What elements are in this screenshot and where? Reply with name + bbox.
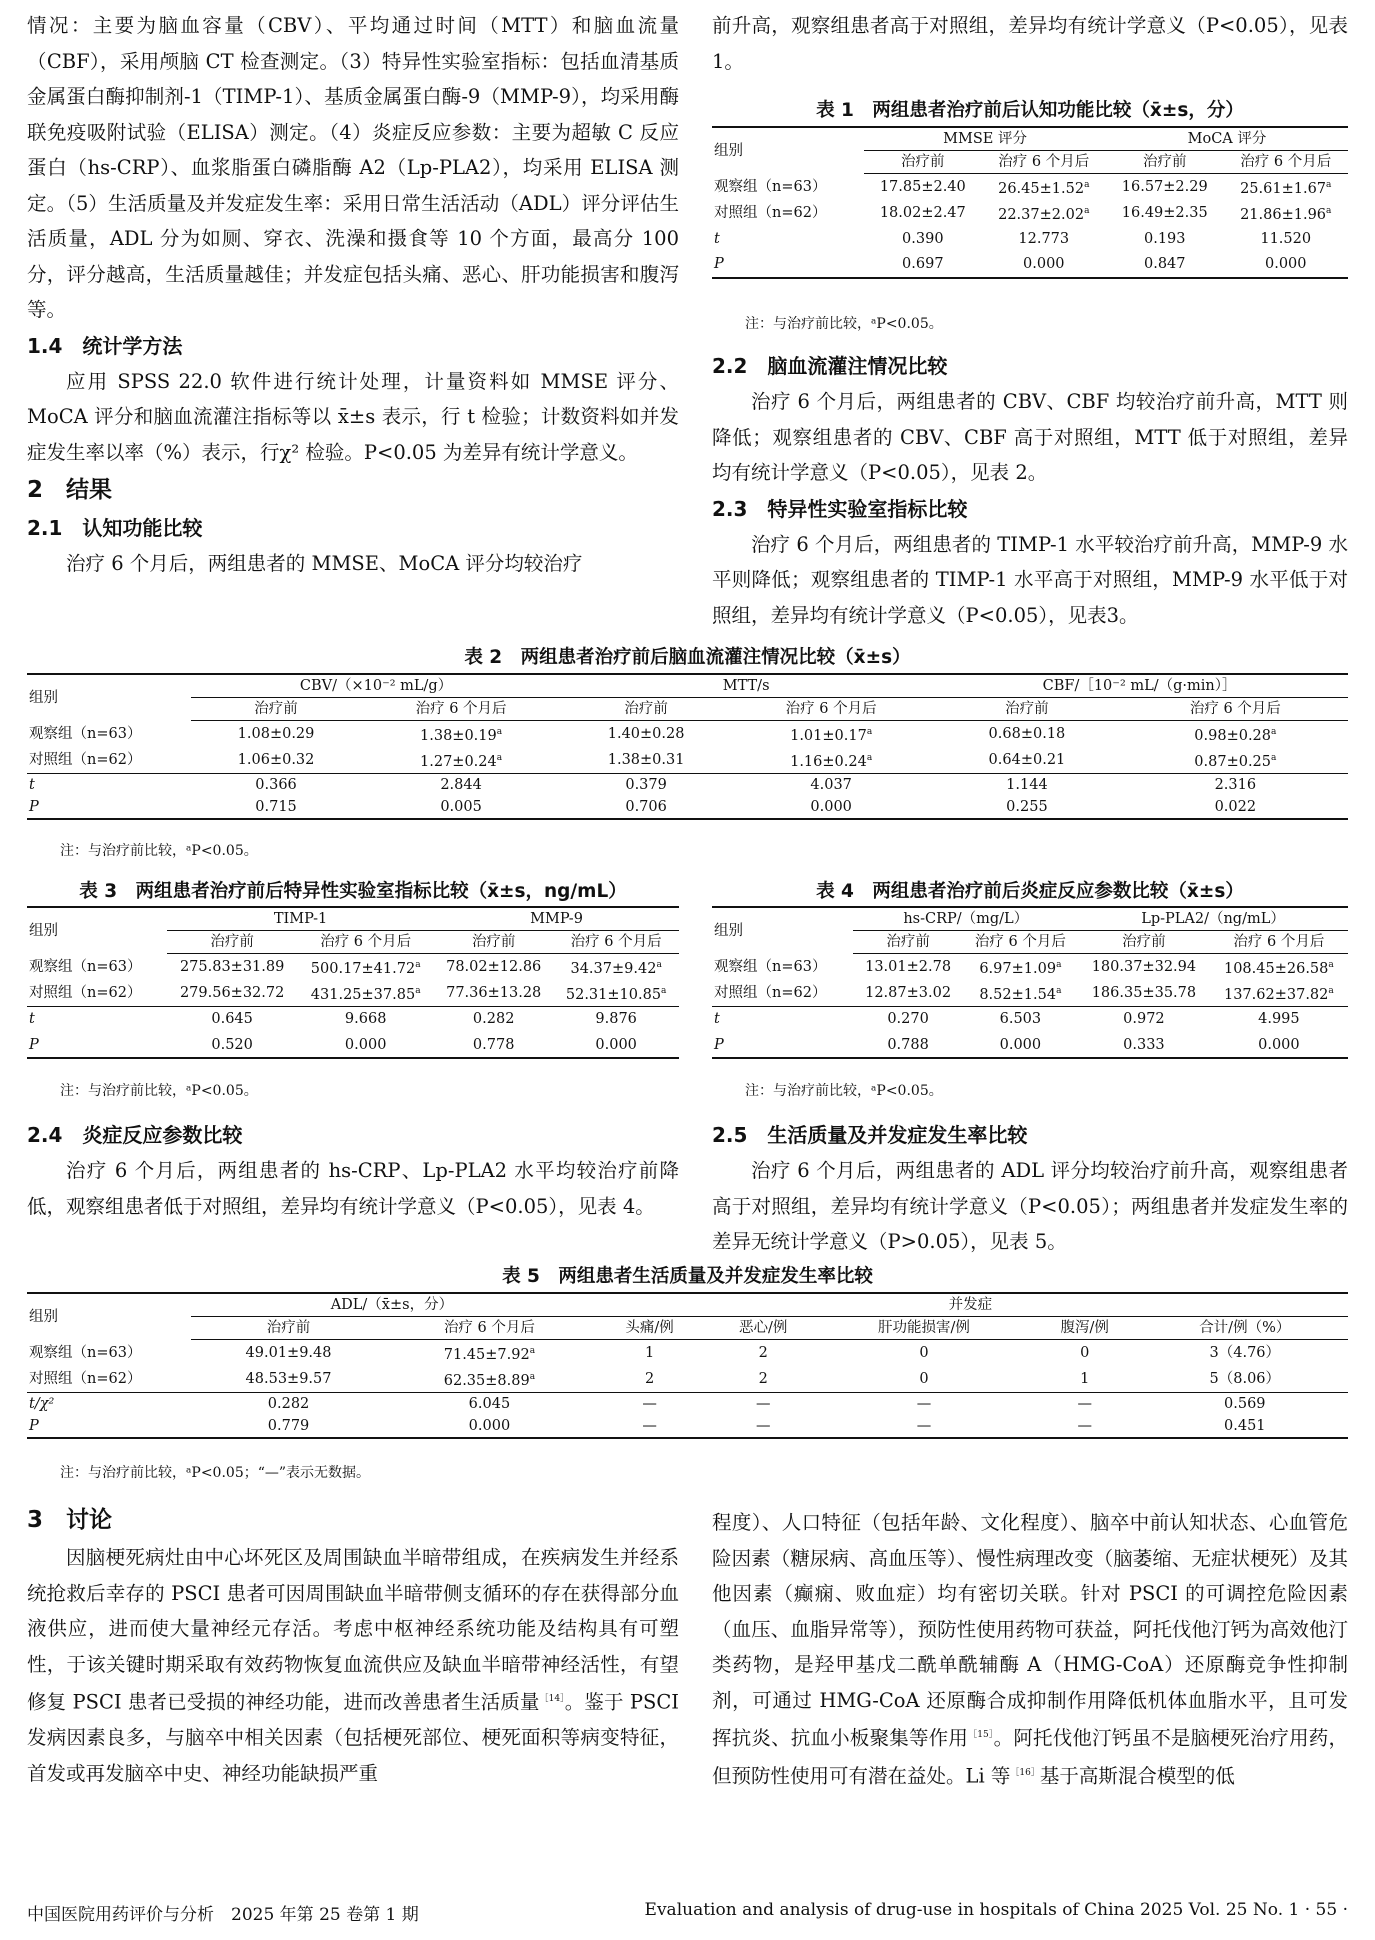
cell: 0.706	[561, 796, 731, 819]
cell: 275.83±31.89	[179, 958, 285, 975]
cell-value: 8.52±1.54	[979, 986, 1057, 1003]
cell-value: 431.25±37.85	[310, 986, 416, 1003]
right-column-mid	[712, 1117, 1348, 1260]
adl-header: ADL/（x̄±s，分）	[191, 1293, 593, 1317]
cell: 2	[758, 1370, 768, 1387]
citation-14: ［14］	[539, 1694, 565, 1704]
cbf-header: CBF/［10⁻² mL/（g·min）］	[931, 674, 1348, 698]
cell	[386, 1366, 593, 1392]
col-after: 治疗 6 个月后	[731, 698, 931, 721]
col-before: 治疗前	[167, 931, 297, 954]
cell: 1.144	[931, 773, 1123, 796]
table2	[27, 673, 1348, 820]
cell: 1.06±0.32	[237, 751, 315, 768]
col-headache: 头痛/例	[593, 1317, 707, 1340]
table5-title: 表 5 两组患者生活质量及并发症发生率比较	[502, 1266, 873, 1287]
cell: 279.56±32.72	[179, 984, 285, 1001]
sig-mark: a	[496, 727, 503, 737]
row-label-t	[712, 1006, 853, 1032]
cell: 16.49±2.35	[1121, 204, 1208, 221]
cell-value: 6.97±1.09	[979, 960, 1057, 977]
cell-value: 108.45±26.58	[1223, 960, 1329, 977]
section-heading-3: 3 讨论	[27, 1507, 113, 1533]
row-label-ctl: 对照组（n=62）	[714, 204, 827, 221]
sig-mark: a	[866, 752, 873, 763]
timp1-header: TIMP-1	[167, 907, 434, 931]
col-before: 治疗前	[853, 931, 962, 954]
cell: 0.715	[191, 796, 361, 819]
cell: —	[593, 1392, 707, 1415]
cbv-header: CBV/（×10⁻² mL/g）	[191, 674, 561, 698]
cell-value: 26.45±1.52	[998, 180, 1085, 197]
sig-mark: a	[1271, 752, 1277, 763]
cell-value: 21.86±1.96	[1240, 206, 1327, 223]
cell-value: 52.31±10.85	[565, 986, 662, 1003]
p-label: P	[29, 1036, 39, 1053]
col-diarrhea: 腹泻/例	[1028, 1317, 1142, 1340]
group-header: 组别	[27, 907, 167, 954]
cell: —	[706, 1392, 820, 1415]
cell	[1123, 721, 1348, 747]
cell: 3（4.76）	[1209, 1344, 1281, 1361]
cell: 12.87±3.02	[865, 984, 952, 1001]
t-chi-label: t/χ²	[29, 1395, 55, 1412]
discussion-text: 基于高斯混合模型的低	[1039, 1764, 1235, 1788]
cell-value: 34.37±9.42	[570, 960, 657, 977]
cell-value: 25.61±1.67	[1240, 180, 1327, 197]
cell: 0.282	[191, 1392, 386, 1415]
discussion-paragraph-1	[27, 1540, 679, 1791]
moca-header: MoCA 评分	[1106, 127, 1348, 151]
cell: 0.788	[853, 1032, 962, 1058]
sig-mark: a	[866, 727, 873, 737]
cell: 0.022	[1123, 796, 1348, 819]
col-before: 治疗前	[561, 698, 731, 721]
col-after: 治疗 6 个月后	[386, 1317, 593, 1340]
cell: 0.000	[1223, 252, 1348, 278]
result-2-4-paragraph: 治疗 6 个月后，两组患者的 hs-CRP、Lp-PLA2 水平均较治疗前降低，观察组患者低于对照组，差异均有统计学意义（P<0.05），见表 4。	[27, 1159, 679, 1218]
cell: 0.379	[561, 773, 731, 796]
cell: 78.02±12.86	[446, 958, 542, 975]
cell: 1.08±0.29	[237, 725, 315, 742]
cell: 0.390	[902, 230, 944, 247]
sig-mark: a	[661, 985, 667, 996]
table1-title: 表 1 两组患者治疗前后认知功能比较（x̄±s，分）	[816, 100, 1244, 121]
cell: 48.53±9.57	[245, 1370, 332, 1387]
cell: 0.451	[1142, 1415, 1348, 1438]
cell	[982, 174, 1106, 200]
sig-mark: a	[415, 960, 421, 970]
cell: 1.38±0.31	[607, 751, 685, 768]
cell-value: 71.45±7.92	[443, 1346, 530, 1363]
left-column-mid	[27, 1117, 679, 1224]
cell: 1	[644, 1344, 655, 1361]
cell: 0.000	[963, 1032, 1078, 1058]
cell: 0.68±0.18	[988, 725, 1066, 742]
cell: 0.366	[191, 773, 361, 796]
cell: 16.57±2.29	[1121, 178, 1208, 195]
cell-value: 1.38±0.19	[420, 727, 497, 744]
discussion-text: 程度）、人口特征（包括年龄、文化程度）、脑卒中前认知状态、心血管危险因素（糖尿病、高血压等）、慢性病理改变（脑萎缩、无症状梗死）及其他因素（癫痫、败血症）均有密切关联。针对 PSCI 的可调控危险因素（血压、血脂异常等），预防性使用药物可获益，阿托伐他汀钙为高效他汀类药物，是羟甲基戊二酰单酰辅酶 A（HMG-CoA）还原酶竞争性抑制剂，可通过 HMG-CoA 还原酶合成抑制作用降低机体血脂水平，且可发挥抗炎、抗血小板聚集等作用	[712, 1511, 1348, 1750]
section-heading-2: 2 结果	[27, 477, 113, 503]
cell: 0.000	[731, 796, 931, 819]
table3	[27, 906, 679, 1059]
col-after: 治疗 6 个月后	[982, 151, 1106, 174]
cell: 6.503	[963, 1006, 1078, 1032]
discussion-text: 。鉴于 PSCI 发病因素良多，与脑卒中相关因素（包括梗死部位、梗死面积等病变特征，首发或再发脑卒中史、神经功能缺损严重	[27, 1690, 680, 1785]
table1-note: 注：与治疗前比较，ᵃP<0.05。	[745, 316, 943, 332]
sig-mark: a	[1326, 205, 1332, 216]
cell: 5（8.06）	[1209, 1370, 1281, 1387]
cell-value: 1.27±0.24	[420, 753, 497, 770]
cell	[361, 747, 561, 773]
cell: —	[706, 1415, 820, 1438]
table5	[27, 1292, 1348, 1439]
row-label-obs: 观察组（n=63）	[29, 725, 142, 742]
cell: —	[820, 1415, 1028, 1438]
cell: —	[1028, 1415, 1142, 1438]
section-heading-2-1: 2.1 认知功能比较	[27, 516, 203, 540]
col-before: 治疗前	[191, 1317, 386, 1340]
result-2-2-paragraph: 治疗 6 个月后，两组患者的 CBV、CBF 均较治疗前升高，MTT 则降低；观察组患者的 CBV、CBF 高于对照组，MTT 低于对照组，差异均有统计学意义（P<0.05），见表 2。	[712, 390, 1348, 484]
cell: 0.972	[1078, 1006, 1210, 1032]
col-after: 治疗 6 个月后	[1210, 931, 1348, 954]
cell	[1223, 200, 1348, 226]
section-heading-2-5: 2.5 生活质量及并发症发生率比较	[712, 1123, 1028, 1147]
cell: —	[1028, 1392, 1142, 1415]
cell: 49.01±9.48	[245, 1344, 332, 1361]
cell: 0.520	[167, 1032, 297, 1058]
cell	[361, 721, 561, 747]
cell: 0	[1080, 1344, 1090, 1361]
sig-mark: a	[415, 985, 421, 996]
sig-mark: a	[1056, 985, 1062, 996]
p-label: P	[714, 1036, 724, 1053]
sig-mark: a	[1084, 180, 1090, 190]
cell: 0.255	[931, 796, 1123, 819]
row-label-p	[712, 252, 864, 278]
cell: 9.668	[297, 1006, 434, 1032]
section-heading-2-3: 2.3 特异性实验室指标比较	[712, 496, 968, 521]
discussion-right	[712, 1505, 1348, 1794]
col-after: 治疗 6 个月后	[297, 931, 434, 954]
row-label-obs: 观察组（n=63）	[29, 1344, 142, 1361]
cell: 0.000	[297, 1032, 434, 1058]
mmp9-header: MMP-9	[434, 907, 679, 931]
cell: 0.645	[167, 1006, 297, 1032]
row-label-t	[27, 773, 191, 796]
row-label-p	[712, 1032, 853, 1058]
cell: 6.045	[386, 1392, 593, 1415]
table4	[712, 906, 1348, 1059]
cell: 0.64±0.21	[988, 751, 1066, 768]
cell: —	[593, 1415, 707, 1438]
sig-mark: a	[656, 960, 662, 970]
cell: 2.316	[1123, 773, 1348, 796]
cell: 17.85±2.40	[879, 178, 966, 195]
cell: 2	[644, 1370, 655, 1387]
sig-mark: a	[1326, 180, 1332, 190]
cell: 0.282	[434, 1006, 553, 1032]
cell	[731, 721, 931, 747]
row-label-t	[27, 1006, 167, 1032]
cell	[553, 954, 679, 980]
cell: 11.520	[1260, 230, 1312, 247]
discussion-text: 因脑梗死病灶由中心坏死区及周围缺血半暗带组成，在疾病发生并经系统抢救后幸存的 PSCI 患者可因周围缺血半暗带侧支循环的存在获得部分血液供应，进而使大量神经元存活。考虑中枢神经系统功能及结构具有可塑性，于该关键时期采取有效药物恢复血流供应及缺血半暗带神经活性，有望修复 PSCI 患者已受损的神经功能，进而改善患者生活质量	[27, 1546, 679, 1714]
row-label-obs: 观察组（n=63）	[714, 178, 827, 195]
cell: 0.000	[1210, 1032, 1348, 1058]
cell: 0.697	[864, 252, 981, 278]
stats-paragraph: 应用 SPSS 22.0 软件进行统计处理，计量资料如 MMSE 评分、MoCA 评分和脑血流灌注指标等以 x̄±s 表示，行 t 检验；计数资料如并发症发生率以率（%）表示，行χ² 检验。P<0.05 为差异有统计学意义。	[27, 369, 679, 464]
cell	[1223, 174, 1348, 200]
cell: 0.000	[553, 1032, 679, 1058]
group-header: 组别	[27, 674, 191, 721]
row-label-obs: 观察组（n=63）	[29, 958, 142, 975]
col-before: 治疗前	[864, 151, 981, 174]
group-header: 组别	[712, 127, 864, 174]
cell: 4.037	[731, 773, 931, 796]
col-before: 治疗前	[1078, 931, 1210, 954]
discussion-paragraph-2	[712, 1505, 1348, 1794]
hscrp-header: hs-CRP/（mg/L）	[853, 907, 1078, 931]
table3-title: 表 3 两组患者治疗前后特异性实验室指标比较（x̄±s，ng/mL）	[79, 881, 627, 902]
table5-note: 注：与治疗前比较，ᵃP<0.05；“—”表示无数据。	[60, 1465, 371, 1481]
lppla2-header: Lp-PLA2/（ng/mL）	[1078, 907, 1348, 931]
cell: 0.270	[853, 1006, 962, 1032]
sig-mark: a	[1084, 205, 1090, 216]
right-column-upper	[712, 348, 1348, 633]
cell: 0	[919, 1344, 929, 1361]
cell: 0	[919, 1370, 929, 1387]
methods-paragraph: 情况：主要为脑血容量（CBV）、平均通过时间（MTT）和脑血流量（CBF），采用颅脑 CT 检查测定。（3）特异性实验室指标：包括血清基质金属蛋白酶抑制剂-1（TIMP-1）、基质金属蛋白酶-9（MMP-9），均采用酶联免疫吸附试验（ELISA）测定。（4）炎症反应参数：主要为超敏 C 反应蛋白（hs-CRP）、血浆脂蛋白磷脂酶 A2（Lp-PLA2），均采用 ELISA 测定。（5）生活质量及并发症发生率：采用日常生活活动（ADL）评分评估生活质量，ADL 分为如厕、穿衣、洗澡和摄食等 10 个方面，最高分 100 分，评分越高，生活质量越佳；并发症包括头痛、恶心、肝功能损害和腹泻等。	[27, 14, 679, 321]
cell: 0.193	[1143, 230, 1186, 247]
sig-mark: a	[1271, 727, 1277, 737]
result-2-3-paragraph: 治疗 6 个月后，两组患者的 TIMP-1 水平较治疗前升高，MMP-9 水平则降低；观察组患者的 TIMP-1 水平高于对照组，MMP-9 水平低于对照组，差异均有统计学意义（P<0.05），见表3。	[712, 532, 1348, 627]
cell	[963, 980, 1078, 1006]
cell-value: 62.35±8.89	[443, 1372, 530, 1389]
cell: 0.779	[191, 1415, 386, 1438]
table1	[712, 126, 1348, 279]
table4-note: 注：与治疗前比较，ᵃP<0.05。	[745, 1083, 943, 1099]
cell	[1123, 747, 1348, 773]
row-label-p	[27, 1032, 167, 1058]
cell	[297, 980, 434, 1006]
cell	[386, 1340, 593, 1366]
col-total: 合计/例（%）	[1142, 1317, 1348, 1340]
cell: 186.35±35.78	[1091, 984, 1197, 1001]
mmse-header: MMSE 评分	[864, 127, 1106, 151]
row-label-t	[27, 1392, 191, 1415]
sig-mark: a	[1328, 960, 1334, 970]
row-label-ctl: 对照组（n=62）	[714, 984, 827, 1001]
section-heading-2-4: 2.4 炎症反应参数比较	[27, 1123, 243, 1147]
col-after: 治疗 6 个月后	[963, 931, 1078, 954]
footer-journal-cn: 中国医院用药评价与分析 2025 年第 25 卷第 1 期	[27, 1905, 419, 1925]
mtt-header: MTT/s	[561, 674, 931, 698]
cell: 18.02±2.47	[879, 204, 966, 221]
cell-value: 0.87±0.25	[1194, 753, 1272, 770]
discussion-left	[27, 1500, 679, 1791]
cell-value: 137.62±37.82	[1223, 986, 1329, 1003]
table2-note: 注：与治疗前比较，ᵃP<0.05。	[60, 843, 258, 859]
cell	[963, 954, 1078, 980]
cell: 9.876	[553, 1006, 679, 1032]
sig-mark: a	[496, 752, 503, 763]
citation-16: ［16］	[1010, 1768, 1040, 1778]
p-label: P	[29, 1417, 39, 1434]
p-label: P	[714, 256, 724, 273]
col-before: 治疗前	[434, 931, 553, 954]
cell-value: 1.16±0.24	[790, 753, 867, 770]
cell: 12.773	[1018, 230, 1070, 247]
cell: 4.995	[1210, 1006, 1348, 1032]
cell	[553, 980, 679, 1006]
row-label-ctl: 对照组（n=62）	[29, 1370, 142, 1387]
sig-mark: a	[529, 1371, 536, 1382]
group-header: 组别	[712, 907, 853, 954]
cell	[297, 954, 434, 980]
result-2-1-continued: 前升高，观察组患者高于对照组，差异均有统计学意义（P<0.05），见表 1。	[712, 14, 1348, 73]
cell	[731, 747, 931, 773]
cell: 2	[758, 1344, 768, 1361]
sig-mark: a	[1328, 985, 1334, 996]
right-column-top	[712, 8, 1348, 79]
t-label: t	[714, 1011, 720, 1028]
cell: 180.37±32.94	[1091, 958, 1197, 975]
col-after: 治疗 6 个月后	[553, 931, 679, 954]
col-nausea: 恶心/例	[706, 1317, 820, 1340]
cell-value: 1.01±0.17	[790, 727, 867, 744]
col-before: 治疗前	[1106, 151, 1223, 174]
cell: 0.333	[1078, 1032, 1210, 1058]
col-before: 治疗前	[191, 698, 361, 721]
cell: —	[820, 1392, 1028, 1415]
result-2-1-paragraph: 治疗 6 个月后，两组患者的 MMSE、MoCA 评分均较治疗	[66, 552, 583, 575]
table4-title: 表 4 两组患者治疗前后炎症反应参数比较（x̄±s）	[816, 881, 1244, 902]
row-label-ctl: 对照组（n=62）	[29, 984, 142, 1001]
table2-title: 表 2 两组患者治疗前后脑血流灌注情况比较（x̄±s）	[464, 647, 911, 668]
cell-value: 0.98±0.28	[1194, 727, 1272, 744]
cell: 1	[1080, 1370, 1090, 1387]
col-after: 治疗 6 个月后	[1123, 698, 1348, 721]
col-before: 治疗前	[931, 698, 1123, 721]
row-label-p	[27, 796, 191, 819]
sig-mark: a	[529, 1346, 536, 1356]
left-column-top	[27, 8, 679, 582]
t-label: t	[714, 230, 720, 247]
cell: 0.847	[1106, 252, 1223, 278]
section-heading-2-2: 2.2 脑血流灌注情况比较	[712, 354, 948, 378]
footer-journal-en: Evaluation and analysis of drug-use in hospitals of China 2025 Vol. 25 No. 1 · 55 ·	[644, 1900, 1348, 1920]
complication-header: 并发症	[593, 1293, 1348, 1317]
citation-15: ［15］	[968, 1730, 994, 1740]
col-liver-damage: 肝功能损害/例	[820, 1317, 1028, 1340]
cell-value: 22.37±2.02	[998, 206, 1085, 223]
col-after: 治疗 6 个月后	[1223, 151, 1348, 174]
cell: 0.000	[386, 1415, 593, 1438]
sig-mark: a	[1056, 960, 1062, 970]
section-heading-1-4: 1.4 统计学方法	[27, 333, 183, 358]
cell: 1.40±0.28	[607, 725, 685, 742]
cell: 13.01±2.78	[865, 958, 952, 975]
t-label: t	[29, 1011, 35, 1028]
discussion-text: 。阿托伐他汀钙虽不是脑梗死治疗用药，但预防性使用可有潜在益处。Li 等	[712, 1726, 1348, 1788]
cell: 0.005	[361, 796, 561, 819]
row-label-obs: 观察组（n=63）	[714, 958, 827, 975]
col-after: 治疗 6 个月后	[361, 698, 561, 721]
cell	[982, 200, 1106, 226]
row-label-ctl: 对照组（n=62）	[29, 751, 142, 768]
p-label: P	[29, 798, 39, 815]
t-label: t	[29, 776, 35, 793]
cell-value: 500.17±41.72	[310, 960, 416, 977]
result-2-5-paragraph: 治疗 6 个月后，两组患者的 ADL 评分均较治疗前升高，观察组患者高于对照组，差异均有统计学意义（P<0.05）；两组患者并发症发生率的差异无统计学意义（P>0.05），见表 5。	[712, 1159, 1348, 1253]
row-label-p	[27, 1415, 191, 1438]
table3-note: 注：与治疗前比较，ᵃP<0.05。	[60, 1083, 258, 1099]
cell: 0.778	[434, 1032, 553, 1058]
cell: 77.36±13.28	[446, 984, 542, 1001]
cell: 0.000	[982, 252, 1106, 278]
group-header: 组别	[27, 1293, 191, 1340]
cell	[1210, 954, 1348, 980]
cell	[1210, 980, 1348, 1006]
cell: 0.569	[1142, 1392, 1348, 1415]
row-label-t	[712, 226, 864, 252]
cell: 2.844	[361, 773, 561, 796]
